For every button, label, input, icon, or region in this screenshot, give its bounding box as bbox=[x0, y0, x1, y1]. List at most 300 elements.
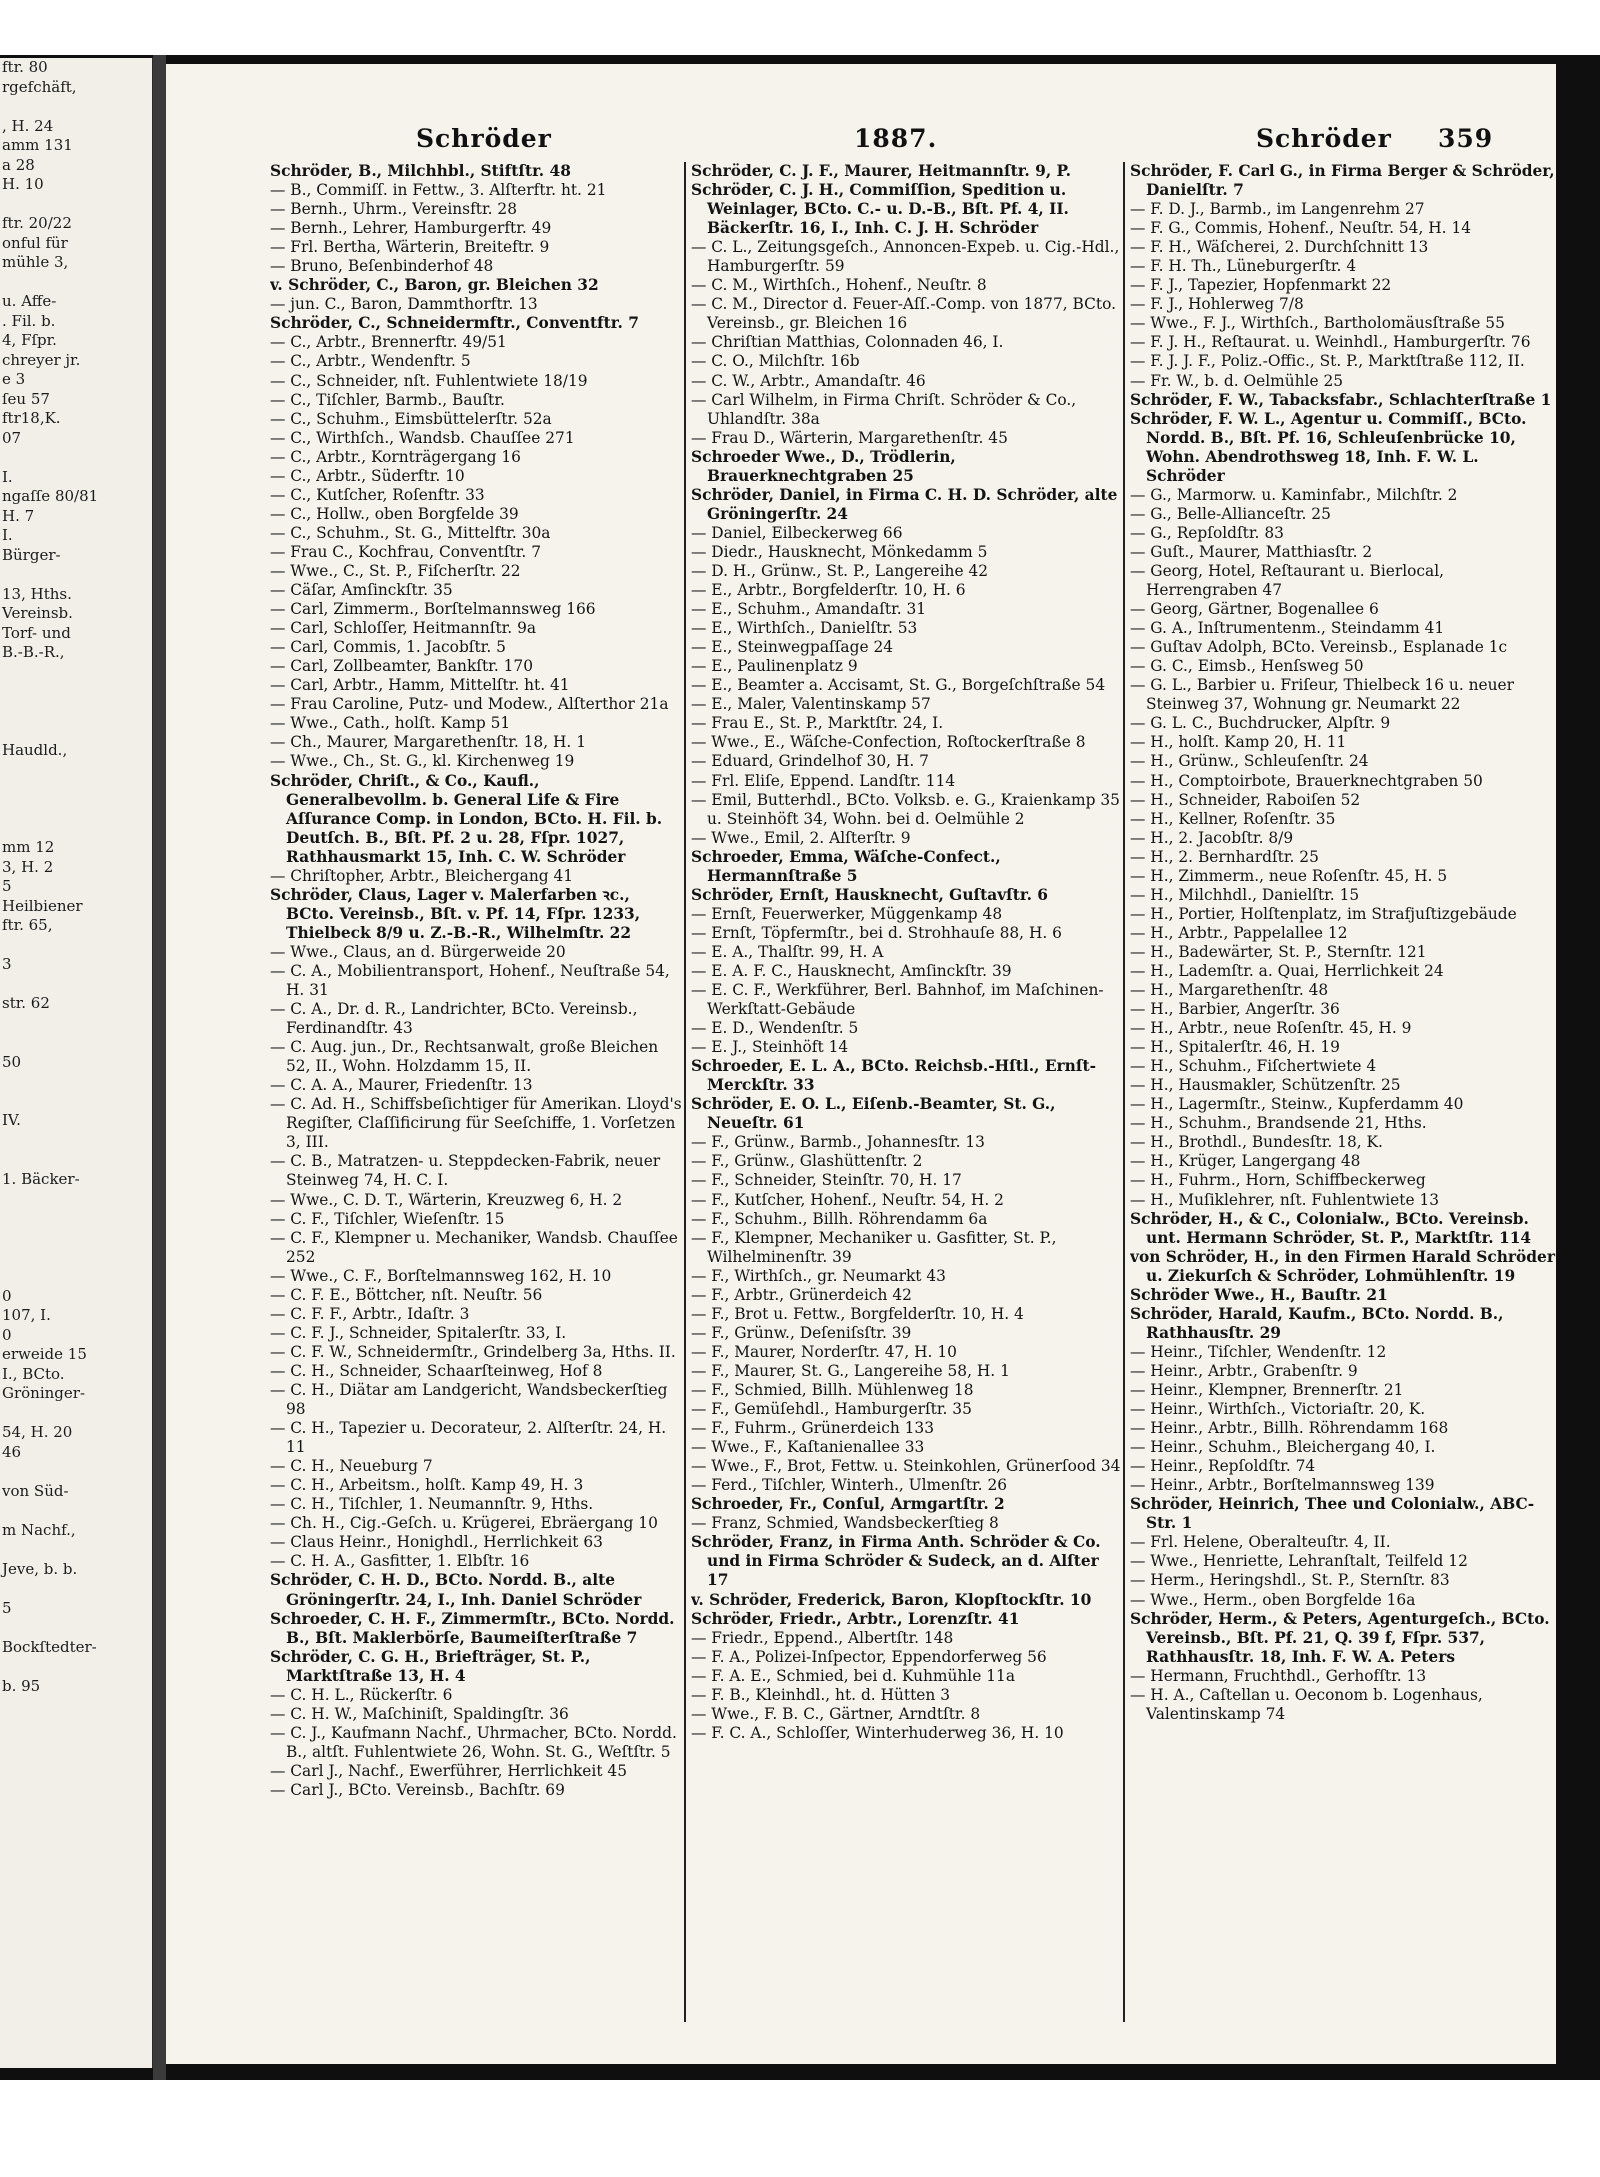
prev-page-line: ſeu 57 bbox=[2, 389, 50, 408]
directory-entry: — G., Repſoldſtr. 83 bbox=[1130, 523, 1284, 542]
prev-page-line: 13, Hths. bbox=[2, 584, 72, 603]
directory-entry: — Guſt., Maurer, Matthiasſtr. 2 bbox=[1130, 542, 1373, 561]
directory-entry: — Emil, Butterhdl., BCto. Volksb. e. G., Kraienkamp 35 u. Steinhöft 34, Wohn. bei d. Oelmühle 2 bbox=[691, 790, 1120, 828]
prev-page-line: 3, H. 2 bbox=[2, 857, 54, 876]
prev-page-line: str. 62 bbox=[2, 994, 50, 1012]
directory-entry: — H., Lademſtr. a. Quai, Herrlichkeit 24 bbox=[1130, 961, 1444, 980]
directory-entry: Schröder, F. Carl G., in Firma Berger & Schröder, Danielſtr. 7 bbox=[1130, 162, 1555, 200]
prev-page-line: H. 7 bbox=[2, 506, 35, 525]
prev-page-line: b. 95 bbox=[2, 1676, 41, 1695]
directory-entry: — H., Krüger, Langergang 48 bbox=[1130, 1152, 1361, 1171]
directory-entry: — Heinr., Repſoldſtr. 74 bbox=[1130, 1457, 1316, 1476]
prev-page-line: u. Affe- bbox=[2, 292, 57, 310]
directory-entry: — H., Comptoirbote, Brauerknechtgraben 50 bbox=[1130, 771, 1483, 790]
directory-entry: — C. B., Matratzen- u. Steppdecken-Fabrik, neuer Steinweg 74, H. C. I. bbox=[270, 1152, 661, 1190]
directory-entry: — Frl. Eliſe, Eppend. Landſtr. 114 bbox=[691, 771, 956, 790]
prev-page-line: Bockſtedter- bbox=[2, 1637, 97, 1656]
directory-entry: — Wwe., F. B. C., Gärtner, Arndtſtr. 8 bbox=[691, 1704, 981, 1723]
directory-entry: — C., Schuhm., Eimsbüttelerſtr. 52a bbox=[270, 409, 552, 428]
prev-page-line: m Nachf., bbox=[2, 1520, 76, 1539]
directory-entry: — F., Arbtr., Grünerdeich 42 bbox=[691, 1285, 912, 1304]
directory-entry: — E., Maler, Valentinskamp 57 bbox=[691, 695, 931, 714]
directory-entry: — Ch., Maurer, Margarethenſtr. 18, H. 1 bbox=[270, 733, 587, 752]
directory-entry: — Wwe., Henriette, Lehranſtalt, Teilfeld 12 bbox=[1130, 1552, 1468, 1571]
directory-entry: — C. H., Neueburg 7 bbox=[270, 1457, 433, 1476]
directory-entry: — C. A., Dr. d. R., Landrichter, BCto. Vereinsb., Ferdinandſtr. 43 bbox=[270, 1000, 638, 1038]
prev-page-line bbox=[0, 448, 152, 468]
prev-page-line: 1. Bäcker- bbox=[2, 1169, 80, 1188]
directory-entry: — Heinr., Wirthſch., Victoriaſtr. 20, K. bbox=[1130, 1400, 1426, 1419]
directory-entry: — Heinr., Arbtr., Grabenſtr. 9 bbox=[1130, 1361, 1358, 1380]
directory-entry: — H., Fuhrm., Horn, Schiffbeckerweg bbox=[1130, 1171, 1426, 1190]
prev-page-line: 107, I. bbox=[2, 1306, 51, 1324]
directory-entry: — Wwe., F., Kaſtanienallee 33 bbox=[691, 1438, 925, 1457]
directory-entry: — C. H. L., Rückerſtr. 6 bbox=[270, 1685, 453, 1704]
directory-entry: — C., Wirthſch., Wandsb. Chauſſee 271 bbox=[270, 428, 575, 447]
directory-entry: — C., Tiſchler, Barmb., Bauſtr. bbox=[270, 390, 505, 409]
prev-page-line bbox=[0, 780, 152, 800]
directory-entry: — Heinr., Klempner, Brennerſtr. 21 bbox=[1130, 1381, 1404, 1399]
directory-entry: — Wwe., Cath., holſt. Kamp 51 bbox=[270, 714, 511, 733]
prev-page-line: Gröninger- bbox=[2, 1384, 86, 1402]
prev-page-line: onful für bbox=[2, 233, 68, 252]
previous-page-fragment bbox=[0, 58, 156, 2068]
directory-entry: — F. J., Tapezier, Hopfenmarkt 22 bbox=[1130, 276, 1392, 295]
directory-entry: Schroeder, Emma, Wäſche-Confect., Hermannſtraße 5 bbox=[691, 847, 1001, 885]
directory-entry: — Ernſt, Feuerwerker, Müggenkamp 48 bbox=[691, 904, 1003, 923]
directory-entry: — Heinr., Arbtr., Billh. Röhrendamm 168 bbox=[1130, 1419, 1449, 1438]
directory-entry: — F. A. E., Schmied, bei d. Kuhmühle 11a bbox=[691, 1666, 1015, 1685]
prev-page-line bbox=[0, 1209, 152, 1229]
prev-page-line: ftr. 65, bbox=[2, 916, 53, 934]
prev-page-line: 50 bbox=[2, 1052, 22, 1071]
column-1 bbox=[270, 162, 682, 2042]
directory-entry: — Heinr., Schuhm., Bleichergang 40, I. bbox=[1130, 1438, 1436, 1457]
prev-page-line bbox=[0, 1150, 152, 1170]
directory-entry: — C., Arbtr., Wendenftr. 5 bbox=[270, 352, 471, 371]
directory-entry: Schröder, Ernſt, Hausknecht, Guſtavſtr. 6 bbox=[691, 885, 1049, 904]
directory-entry: — Bernh., Uhrm., Vereinsftr. 28 bbox=[270, 200, 517, 219]
directory-entry: — Wwe., Emil, 2. Alſterſtr. 9 bbox=[691, 828, 911, 847]
directory-entry: — Bernh., Lehrer, Hamburgerftr. 49 bbox=[270, 219, 552, 238]
prev-page-line bbox=[0, 1189, 152, 1209]
column-3 bbox=[1130, 162, 1560, 2042]
directory-entry: — G., Marmorw. u. Kaminfabr., Milchſtr. 2 bbox=[1130, 485, 1458, 504]
directory-entry: — Heinr., Arbtr., Borſtelmannsweg 139 bbox=[1130, 1476, 1435, 1495]
directory-entry: — Guſtav Adolph, BCto. Vereinsb., Esplanade 1c bbox=[1130, 638, 1508, 657]
directory-entry: — F. A., Polizei-Inſpector, Eppendorferweg 56 bbox=[691, 1647, 1047, 1666]
directory-entry: — Wwe., F. J., Wirthſch., Bartholomäusſtraße 55 bbox=[1130, 314, 1505, 333]
prev-page-line bbox=[0, 1579, 152, 1599]
directory-entry: — H., Margarethenſtr. 48 bbox=[1130, 981, 1329, 1000]
prev-page-line: Torf- und bbox=[2, 623, 71, 642]
directory-entry: — jun. C., Baron, Dammthorftr. 13 bbox=[270, 295, 538, 314]
directory-entry: — H., Schuhm., Brandsende 21, Hths. bbox=[1130, 1114, 1427, 1133]
prev-page-line: rgefchäft, bbox=[2, 77, 77, 96]
prev-page-line: I. bbox=[2, 467, 13, 486]
directory-entry: — F., Schuhm., Billh. Röhrendamm 6a bbox=[691, 1209, 988, 1228]
directory-entry: Schroeder, C. H. F., Zimmermſtr., BCto. Nordd. B., Bſt. Maklerbörſe, Baumeiſterſtraße 7 bbox=[270, 1609, 675, 1647]
prev-page-line bbox=[0, 1228, 152, 1248]
directory-entry: Schröder, B., Milchhbl., Stiftſtr. 48 bbox=[270, 162, 571, 180]
running-head bbox=[166, 124, 1556, 164]
directory-entry: Schröder, E. O. L., Eiſenb.-Beamter, St. G., Neueſtr. 61 bbox=[691, 1095, 1056, 1133]
directory-entry: — Wwe., C. D. T., Wärterin, Kreuzweg 6, H. 2 bbox=[270, 1190, 623, 1209]
directory-entry: — C. H., Diätar am Landgericht, Wandsbeckerſtieg 98 bbox=[270, 1381, 668, 1419]
prev-page-line bbox=[0, 1657, 152, 1677]
directory-entry: — C., Arbtr., Kornträgergang 16 bbox=[270, 447, 521, 466]
directory-entry: — C. A., Mobilientransport, Hohenf., Neuſtraße 54, H. 31 bbox=[270, 961, 670, 1000]
directory-entry: — Carl J., BCto. Vereinsb., Bachſtr. 69 bbox=[270, 1780, 565, 1799]
directory-entry: — Wwe., Herm., oben Borgfelde 16a bbox=[1130, 1590, 1416, 1609]
prev-page-line: chreyer jr. bbox=[2, 350, 81, 369]
prev-page-line: 46 bbox=[2, 1442, 22, 1461]
directory-entry: — H., 2. Jacobſtr. 8/9 bbox=[1130, 828, 1294, 847]
directory-entry: — Friedr., Eppend., Albertſtr. 148 bbox=[691, 1628, 954, 1647]
directory-entry: — Claus Heinr., Honighdl., Herrlichkeit 63 bbox=[270, 1533, 603, 1552]
prev-page-line: von Süd- bbox=[2, 1481, 69, 1500]
prev-page-line bbox=[0, 1248, 152, 1268]
directory-entry: — Diedr., Hausknecht, Mönkedamm 5 bbox=[691, 542, 988, 561]
directory-entry: — C., Schuhm., St. G., Mittelftr. 30a bbox=[270, 523, 551, 542]
directory-entry: Schröder, C. J. F., Maurer, Heitmannſtr. 9, P. bbox=[691, 162, 1071, 180]
prev-page-line: 0 bbox=[2, 1325, 12, 1344]
prev-page-line: 07 bbox=[2, 428, 22, 447]
directory-entry: Schröder, Harald, Kaufm., BCto. Nordd. B., Rathhausſtr. 29 bbox=[1130, 1304, 1504, 1342]
directory-entry: — C. F. W., Schneidermſtr., Grindelberg 3a, Hths. II. bbox=[270, 1342, 676, 1361]
column-rule bbox=[684, 162, 686, 2022]
prev-page-line bbox=[0, 1501, 152, 1521]
directory-entry: — F., Wirthſch., gr. Neumarkt 43 bbox=[691, 1266, 946, 1285]
directory-entry: Schröder, Heinrich, Thee und Colonialw., ABC-Str. 1 bbox=[1130, 1495, 1535, 1533]
directory-entry: — Wwe., E., Wäſche-Confection, Roſtockerſtraße 8 bbox=[691, 733, 1086, 752]
directory-entry: — H., Badewärter, St. P., Sternſtr. 121 bbox=[1130, 942, 1427, 961]
prev-page-line bbox=[0, 663, 152, 683]
directory-entry: — H., 2. Bernhardſtr. 25 bbox=[1130, 847, 1319, 866]
prev-page-line: I. bbox=[2, 526, 13, 544]
directory-entry: — Frau E., St. P., Marktſtr. 24, I. bbox=[691, 714, 944, 733]
prev-page-line bbox=[0, 1131, 152, 1151]
directory-entry: — F., Fuhrm., Grünerdeich 133 bbox=[691, 1419, 934, 1438]
directory-entry: — Wwe., Ch., St. G., kl. Kirchenweg 19 bbox=[270, 752, 575, 771]
prev-page-line: erweide 15 bbox=[2, 1345, 87, 1363]
directory-entry: — Franz, Schmied, Wandsbeckerſtieg 8 bbox=[691, 1514, 999, 1533]
directory-entry: — H., Grünw., Schleuſenſtr. 24 bbox=[1130, 752, 1369, 771]
page-number: 359 bbox=[1438, 124, 1494, 153]
directory-entry: — H., Lagermſtr., Steinw., Kupferdamm 40 bbox=[1130, 1095, 1464, 1114]
directory-entry: — G. A., Inſtrumentenm., Steindamm 41 bbox=[1130, 619, 1445, 638]
prev-page-line bbox=[0, 1618, 152, 1638]
directory-entry: — C. Aug. jun., Dr., Rechtsanwalt, große Bleichen 52, II., Wohn. Holzdamm 15, II. bbox=[270, 1038, 659, 1076]
directory-entry: — Wwe., C., St. P., Fiſcherſtr. 22 bbox=[270, 561, 521, 580]
directory-entry: — C., Kutſcher, Roſenftr. 33 bbox=[270, 485, 485, 504]
directory-entry: — C. M., Director d. Feuer-Aſſ.-Comp. von 1877, BCto. Vereinsb., gr. Bleichen 16 bbox=[691, 295, 1116, 333]
directory-entry: — H., Zimmerm., neue Roſenſtr. 45, H. 5 bbox=[1130, 866, 1448, 885]
directory-entry: — E. A., Thalſtr. 99, H. A bbox=[691, 942, 884, 961]
directory-entry: — Carl, Zimmerm., Borſtelmannsweg 166 bbox=[270, 600, 596, 619]
directory-entry: — H., Portier, Holſtenplatz, im Strafjuſtizgebäude bbox=[1130, 904, 1517, 923]
directory-entry: — C. H., Tiſchler, 1. Neumannſtr. 9, Hths. bbox=[270, 1495, 594, 1514]
directory-entry: — Eduard, Grindelhof 30, H. 7 bbox=[691, 752, 929, 771]
directory-entry: — F., Gemüſehdl., Hamburgerſtr. 35 bbox=[691, 1400, 972, 1419]
prev-page-line: Heilbiener bbox=[2, 896, 83, 915]
prev-page-line: ftr. 80 bbox=[2, 58, 48, 76]
directory-entry: — Ferd., Tiſchler, Winterh., Ulmenſtr. 26 bbox=[691, 1476, 1008, 1495]
directory-entry: — C., Hollw., oben Borgfelde 39 bbox=[270, 504, 519, 523]
directory-entry: — F., Grünw., Deſeniſsſtr. 39 bbox=[691, 1323, 912, 1342]
directory-entry: — Chriſtian Matthias, Colonnaden 46, I. bbox=[691, 333, 1004, 352]
directory-entry: Schröder, H., & C., Colonialw., BCto. Vereinsb. unt. Hermann Schröder, St. P., Marktſtr. 114 bbox=[1130, 1209, 1532, 1247]
prev-page-line: , H. 24 bbox=[2, 116, 54, 135]
directory-entry: — H., Muſiklehrer, nſt. Fuhlentwiete 13 bbox=[1130, 1190, 1440, 1209]
directory-entry: — E., Steinwegpaſſage 24 bbox=[691, 638, 894, 657]
directory-entry: — Daniel, Eilbeckerweg 66 bbox=[691, 523, 903, 542]
prev-page-line bbox=[0, 975, 152, 995]
prev-page-line: 3 bbox=[2, 955, 12, 973]
directory-entry: Schröder Wwe., H., Bauſtr. 21 bbox=[1130, 1285, 1388, 1304]
prev-page-line bbox=[0, 702, 152, 722]
book-gutter bbox=[153, 55, 166, 2080]
prev-page-line: Jeve, b. b. bbox=[2, 1559, 78, 1578]
directory-entry: — F. D. J., Barmb., im Langenrehm 27 bbox=[1130, 200, 1425, 219]
directory-entry: — Wwe., C. F., Borſtelmannsweg 162, H. 10 bbox=[270, 1266, 612, 1285]
directory-entry: — C. H., Arbeitsm., holſt. Kamp 49, H. 3 bbox=[270, 1476, 584, 1495]
directory-entry: Schröder, C. G. H., Briefträger, St. P., Marktſtraße 13, H. 4 bbox=[270, 1647, 591, 1685]
prev-page-line bbox=[0, 936, 152, 956]
directory-entry: Schröder, Herm., & Peters, Agenturgeſch., BCto. Vereinsb., Bſt. Pf. 21, Q. 39 f, Fſpr. 537, Rathhausſtr. 18, Inh. F. W. A. Peters bbox=[1130, 1609, 1550, 1666]
directory-entry: — F., Maurer, Norderſtr. 47, H. 10 bbox=[691, 1342, 957, 1361]
directory-entry: — H., Spitalerſtr. 46, H. 19 bbox=[1130, 1038, 1340, 1057]
directory-entry: Schröder, C. J. H., Commiſſion, Spedition u. Weinlager, BCto. C.- u. D.-B., Bſt. Pf. 4, II. Bäckerſtr. 16, I., Inh. C. J. H. Schröder bbox=[691, 181, 1069, 238]
directory-entry: Schröder, Daniel, in Firma C. H. D. Schröder, alte Gröningerſtr. 24 bbox=[691, 485, 1118, 523]
directory-entry: — G. L., Barbier u. Friſeur, Thielbeck 16 u. neuer Steinweg 37, Wohnung gr. Neumarkt 22 bbox=[1130, 676, 1515, 714]
directory-entry: — F. H., Wäſcherei, 2. Durchſchnitt 13 bbox=[1130, 238, 1429, 257]
directory-entry: — C. F., Klempner u. Mechaniker, Wandsb. Chauſſee 252 bbox=[270, 1228, 678, 1266]
prev-page-line bbox=[0, 1072, 152, 1092]
directory-entry: Schröder, C. H. D., BCto. Nordd. B., alte Gröningerſtr. 24, I., Inh. Daniel Schröder bbox=[270, 1571, 642, 1609]
scanner-backdrop-right bbox=[1556, 55, 1600, 2080]
prev-page-line bbox=[0, 1092, 152, 1112]
running-head-left: Schröder bbox=[416, 124, 552, 153]
directory-entry: — F., Maurer, St. G., Langereihe 58, H. 1 bbox=[691, 1361, 1010, 1380]
directory-entry: — Herm., Heringshdl., St. P., Sternſtr. 83 bbox=[1130, 1571, 1450, 1590]
prev-page-line: Haudld., bbox=[2, 740, 68, 759]
directory-entry: — F., Schneider, Steinſtr. 70, H. 17 bbox=[691, 1171, 962, 1190]
directory-entry: — B., Commiſſ. in Fettw., 3. Alſterftr. ht. 21 bbox=[270, 181, 607, 200]
directory-entry: — G., Belle-Allianceſtr. 25 bbox=[1130, 504, 1331, 523]
column-rule bbox=[1123, 162, 1125, 2022]
prev-page-line: Vereinsb. bbox=[2, 604, 73, 622]
directory-entry: — C. H., Tapezier u. Decorateur, 2. Alſterſtr. 24, H. 11 bbox=[270, 1419, 667, 1457]
directory-entry: — H., Kellner, Roſenſtr. 35 bbox=[1130, 809, 1336, 828]
directory-entry: — C., Schneider, nſt. Fuhlentwiete 18/19 bbox=[270, 371, 588, 390]
directory-entry: — C., Arbtr., Süderftr. 10 bbox=[270, 466, 465, 485]
prev-page-line: e 3 bbox=[2, 370, 26, 388]
directory-entry: — C., Arbtr., Brennerftr. 49/51 bbox=[270, 333, 507, 352]
directory-entry: — G. C., Eimsb., Henſsweg 50 bbox=[1130, 657, 1364, 676]
directory-entry: — C. F. F., Arbtr., Idaſtr. 3 bbox=[270, 1304, 470, 1323]
directory-entry: — F., Grünw., Glashüttenſtr. 2 bbox=[691, 1152, 923, 1171]
prev-page-line: . Fil. b. bbox=[2, 311, 56, 330]
prev-page-line: IV. bbox=[2, 1111, 21, 1129]
prev-page-line bbox=[0, 1267, 152, 1287]
directory-entry: — H., Arbtr., neue Roſenſtr. 45, H. 9 bbox=[1130, 1019, 1412, 1038]
directory-entry: Schröder, F. W., Tabacksfabr., Schlachterſtraße 1 bbox=[1130, 390, 1552, 409]
directory-entry: — Frau Caroline, Putz- und Modew., Alſterthor 21a bbox=[270, 695, 669, 714]
directory-entry: — Frau D., Wärterin, Margarethenſtr. 45 bbox=[691, 428, 1008, 447]
directory-entry: — F., Brot u. Fettw., Borgfelderſtr. 10, H. 4 bbox=[691, 1304, 1024, 1323]
directory-entry: — Wwe., Claus, an d. Bürgerweide 20 bbox=[270, 942, 566, 961]
directory-entry: Schröder, Franz, in Firma Anth. Schröder & Co. und in Firma Schröder & Sudeck, an d. Alſter 17 bbox=[691, 1533, 1101, 1590]
directory-entry: — C. H. A., Gasfitter, 1. Elbſtr. 16 bbox=[270, 1552, 530, 1571]
directory-entry: Schröder, F. W. L., Agentur u. Commiſſ., BCto. Nordd. B., Bſt. Pf. 16, Schleuſenbrücke 10, Wohn. Abendrothsweg 18, Inh. F. W. L. Schröder bbox=[1130, 409, 1527, 485]
directory-entry: — Georg, Gärtner, Bogenallee 6 bbox=[1130, 600, 1379, 619]
directory-entry: — H. A., Caſtellan u. Oeconom b. Logenhaus, Valentinskamp 74 bbox=[1130, 1685, 1483, 1723]
directory-entry: — F., Klempner, Mechaniker u. Gasfitter, St. P., Wilhelminenſtr. 39 bbox=[691, 1228, 1057, 1266]
prev-page-line bbox=[0, 97, 152, 117]
directory-entry: — Wwe., F., Brot, Fettw. u. Steinkohlen, Grünerſood 34 bbox=[691, 1457, 1121, 1476]
prev-page-line bbox=[0, 195, 152, 215]
directory-entry: — G. L. C., Buchdrucker, Alpſtr. 9 bbox=[1130, 714, 1391, 733]
prev-page-line bbox=[0, 1033, 152, 1053]
directory-page bbox=[166, 64, 1556, 2064]
directory-entry: — E., Wirthſch., Danielſtr. 53 bbox=[691, 619, 918, 638]
directory-entry: — C. F., Tiſchler, Wieſenſtr. 15 bbox=[270, 1209, 505, 1228]
directory-entry: — F., Kutſcher, Hohenf., Neuſtr. 54, H. 2 bbox=[691, 1190, 1004, 1209]
prev-page-line: ngaſſe 80/81 bbox=[2, 487, 99, 505]
directory-entry: Schroeder Wwe., D., Trödlerin, Brauerknechtgraben 25 bbox=[691, 447, 956, 485]
prev-page-line: 4, Fſpr. bbox=[2, 331, 57, 349]
prev-page-line bbox=[0, 721, 152, 741]
directory-entry: Schröder, Chriſt., & Co., Kaufl., Generalbevollm. b. General Life & Fire Aſſurance Comp. in London, BCto. H. Fil. b. Deutſch. B., Bſt. Pf. 2 u. 28, Fſpr. 1027, Rathhausmarkt 15, Inh. C. W. Schröder bbox=[270, 771, 663, 866]
directory-entry: — C. A. A., Maurer, Friedenſtr. 13 bbox=[270, 1076, 533, 1095]
directory-entry: — Frl. Helene, Oberalteuſtr. 4, II. bbox=[1130, 1533, 1391, 1552]
prev-page-line bbox=[0, 273, 152, 293]
prev-page-line: H. 10 bbox=[2, 175, 44, 193]
directory-entry: Schröder, Claus, Lager v. Malerfarben ꝛc., BCto. Vereinsb., Bſt. v. Pf. 14, Fſpr. 1233, Thielbeck 8/9 u. Z.-B.-R., Wilhelmſtr. 22 bbox=[270, 885, 641, 942]
directory-entry: — C. O., Milchſtr. 16b bbox=[691, 352, 860, 371]
directory-entry: — F. J. J. F., Poliz.-Offic., St. P., Marktſtraße 112, II. bbox=[1130, 352, 1525, 371]
running-head-right: Schröder bbox=[1256, 124, 1392, 153]
prev-page-line: ftr. 20/22 bbox=[2, 214, 72, 232]
directory-entry: — C. F. E., Böttcher, nſt. Neuſtr. 56 bbox=[270, 1285, 543, 1304]
directory-entry: — Chriſtopher, Arbtr., Bleichergang 41 bbox=[270, 866, 574, 885]
directory-entry: Schröder, Friedr., Arbtr., Lorenzſtr. 41 bbox=[691, 1609, 1020, 1628]
prev-page-line bbox=[0, 1540, 152, 1560]
directory-entry: — H., Schneider, Raboiſen 52 bbox=[1130, 790, 1361, 809]
directory-entry: — H., Milchhdl., Danielſtr. 15 bbox=[1130, 885, 1360, 904]
directory-entry: — C. L., Zeitungsgeſch., Annoncen-Expeb. u. Cig.-Hdl., Hamburgerſtr. 59 bbox=[691, 238, 1120, 276]
prev-page-line: mühle 3, bbox=[2, 253, 69, 271]
directory-entry: Schroeder, Fr., Conſul, Armgartſtr. 2 bbox=[691, 1495, 1005, 1514]
directory-entry: — F. J., Hohlerweg 7/8 bbox=[1130, 295, 1304, 314]
directory-entry: — Hermann, Fruchthdl., Gerhofſtr. 13 bbox=[1130, 1666, 1427, 1685]
prev-page-line: I., BCto. bbox=[2, 1364, 65, 1383]
prev-page-line: Bürger- bbox=[2, 545, 61, 564]
directory-entry: — F. C. A., Schloſſer, Winterhuderweg 36, H. 10 bbox=[691, 1723, 1064, 1742]
prev-page-line bbox=[0, 819, 152, 839]
directory-entry: — Carl, Commis, 1. Jacobſtr. 5 bbox=[270, 638, 506, 657]
directory-entry: — C. H., Schneider, Schaarſteinweg, Hof 8 bbox=[270, 1361, 603, 1380]
directory-entry: — Cäſar, Amſinckſtr. 35 bbox=[270, 581, 453, 600]
directory-entry: — Carl, Arbtr., Hamm, Mittelſtr. ht. 41 bbox=[270, 676, 570, 695]
prev-page-line: 0 bbox=[2, 1286, 12, 1305]
directory-entry: — C. H. W., Maſchiniſt, Spaldingſtr. 36 bbox=[270, 1704, 569, 1723]
directory-entry: — D. H., Grünw., St. P., Langereihe 42 bbox=[691, 561, 989, 580]
directory-entry: — E., Paulinenplatz 9 bbox=[691, 657, 858, 676]
directory-entry: — Carl J., Nachf., Ewerführer, Herrlichkeit 45 bbox=[270, 1761, 628, 1780]
directory-entry: — E. A. F. C., Hausknecht, Amſinckſtr. 39 bbox=[691, 961, 1012, 980]
directory-entry: — E. D., Wendenſtr. 5 bbox=[691, 1019, 859, 1038]
prev-page-line bbox=[0, 565, 152, 585]
directory-entry: — E. C. F., Werkführer, Berl. Bahnhof, im Maſchinen-Werkſtatt-Gebäude bbox=[691, 981, 1104, 1019]
prev-page-line bbox=[0, 682, 152, 702]
directory-entry: — C. J., Kaufmann Nachf., Uhrmacher, BCto. Nordd. B., altſt. Fuhlentwiete 26, Wohn. St. G., Weſtſtr. 5 bbox=[270, 1723, 677, 1761]
directory-entry: — Bruno, Beſenbinderhof 48 bbox=[270, 257, 494, 276]
directory-entry: — E., Arbtr., Borgfelderſtr. 10, H. 6 bbox=[691, 581, 966, 600]
directory-entry: — E., Beamter a. Accisamt, St. G., Borgeſchſtraße 54 bbox=[691, 676, 1106, 695]
directory-entry: v. Schröder, Frederick, Baron, Klopſtockſtr. 10 bbox=[691, 1590, 1092, 1609]
directory-entry: — F. B., Kleinhdl., ht. d. Hütten 3 bbox=[691, 1685, 950, 1704]
directory-entry: — Frau C., Kochfrau, Conventſtr. 7 bbox=[270, 542, 541, 561]
directory-entry: Schröder, C., Schneidermftr., Conventftr. 7 bbox=[270, 314, 639, 333]
directory-entry: — F. H. Th., Lüneburgerſtr. 4 bbox=[1130, 257, 1357, 276]
directory-entry: — E., Schuhm., Amandaſtr. 31 bbox=[691, 600, 927, 619]
prev-page-line: a 28 bbox=[2, 155, 35, 174]
directory-entry: — Ernſt, Töpfermſtr., bei d. Strohhauſe 88, H. 6 bbox=[691, 923, 1062, 942]
prev-page-line: 54, H. 20 bbox=[2, 1423, 73, 1441]
directory-entry: — H., Schuhm., Fiſchertwiete 4 bbox=[1130, 1057, 1377, 1076]
running-head-year: 1887. bbox=[854, 124, 938, 153]
directory-entry: — F. G., Commis, Hohenf., Neuſtr. 54, H. 14 bbox=[1130, 219, 1472, 238]
directory-entry: — Carl, Schloſſer, Heitmannſtr. 9a bbox=[270, 619, 537, 638]
directory-entry: — Carl Wilhelm, in Firma Chriſt. Schröder & Co., Uhlandſtr. 38a bbox=[691, 390, 1077, 428]
prev-page-line bbox=[0, 1014, 152, 1034]
prev-page-line: B.-B.-R., bbox=[2, 643, 65, 661]
directory-entry: — Carl, Zollbeamter, Bankſtr. 170 bbox=[270, 657, 534, 676]
prev-page-line: amm 131 bbox=[2, 136, 73, 154]
directory-entry: — C. M., Wirthſch., Hohenf., Neuſtr. 8 bbox=[691, 276, 987, 295]
directory-entry: von Schröder, H., in den Firmen Harald Schröder u. Ziekurſch & Schröder, Lohmühlenſtr. 19 bbox=[1130, 1247, 1555, 1285]
directory-entry: — Georg, Hotel, Reſtaurant u. Bierlocal, Herrengraben 47 bbox=[1130, 561, 1445, 600]
directory-entry: — Heinr., Tiſchler, Wendenſtr. 12 bbox=[1130, 1342, 1387, 1361]
prev-page-line bbox=[0, 1404, 152, 1424]
directory-entry: Schroeder, E. L. A., BCto. Reichsb.-Hſtl., Ernſt-Merckſtr. 33 bbox=[691, 1057, 1096, 1095]
directory-entry: — Fr. W., b. d. Oelmühle 25 bbox=[1130, 371, 1344, 390]
directory-entry: — H., holſt. Kamp 20, H. 11 bbox=[1130, 733, 1347, 752]
prev-page-line bbox=[0, 799, 152, 819]
prev-page-line: mm 12 bbox=[2, 838, 55, 856]
directory-entry: v. Schröder, C., Baron, gr. Bleichen 32 bbox=[270, 276, 599, 295]
directory-entry: — C. W., Arbtr., Amandaſtr. 46 bbox=[691, 371, 926, 390]
directory-entry: — Ch. H., Cig.-Geſch. u. Krügerei, Ebräergang 10 bbox=[270, 1514, 658, 1533]
prev-page-line: ftr18,K. bbox=[2, 409, 61, 427]
directory-entry: — E. J., Steinhöft 14 bbox=[691, 1038, 849, 1057]
directory-entry: — F. J. H., Reſtaurat. u. Weinhdl., Hamburgerſtr. 76 bbox=[1130, 333, 1531, 352]
directory-entry: — C. Ad. H., Schiffsbeſichtiger für Amerikan. Lloyd's Regiſter, Claſſificirung für Seeſchiffe, 1. Vorſetzen 3, III. bbox=[270, 1095, 682, 1152]
prev-page-line: 5 bbox=[2, 877, 12, 895]
directory-entry: — C. F. J., Schneider, Spitalerſtr. 33, I. bbox=[270, 1323, 567, 1342]
directory-entry: — H., Arbtr., Pappelallee 12 bbox=[1130, 923, 1348, 942]
directory-entry: — H., Barbier, Angerſtr. 36 bbox=[1130, 1000, 1340, 1019]
directory-entry: — H., Brothdl., Bundesſtr. 18, K. bbox=[1130, 1133, 1383, 1152]
directory-entry: — F., Schmied, Billh. Mühlenweg 18 bbox=[691, 1381, 974, 1399]
prev-page-line bbox=[0, 1462, 152, 1482]
prev-page-line: 5 bbox=[2, 1598, 12, 1617]
prev-page-line bbox=[0, 760, 152, 780]
directory-entry: — H., Hausmakler, Schützenſtr. 25 bbox=[1130, 1076, 1401, 1095]
directory-entry: — Frl. Bertha, Wärterin, Breiteftr. 9 bbox=[270, 238, 550, 257]
